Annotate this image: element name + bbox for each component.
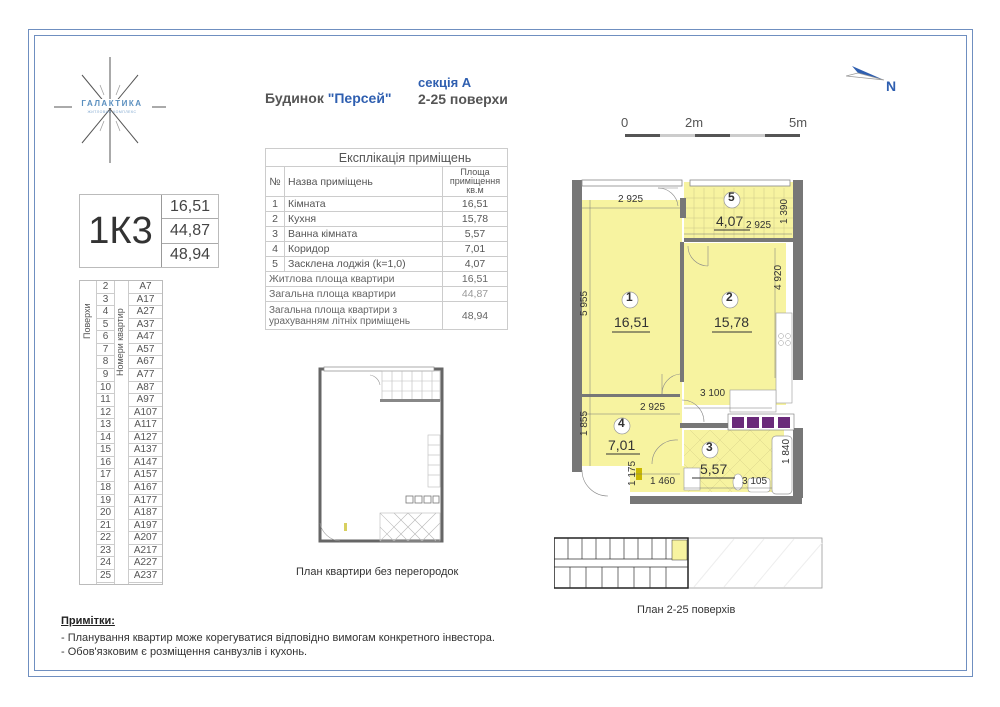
plan-no-partitions-label: План квартири без перегородок — [296, 566, 459, 578]
col-num-header: № — [266, 167, 285, 197]
north-arrow-icon — [846, 64, 886, 84]
col-name-header: Назва приміщень — [285, 167, 443, 197]
page-frame-inner — [34, 35, 967, 671]
explication-title: Експлікація приміщень — [266, 149, 508, 167]
dim-loggia-width: 2 925 — [746, 220, 772, 231]
note-item-1: - Планування квартир може корегуватися відповідно вимогам конкретного інвестора. — [61, 632, 495, 644]
table-row: 5 Засклена лоджія (k=1,0) 4,07 — [266, 257, 508, 272]
total-row-total: Загальна площа квартири 44,87 — [266, 287, 508, 302]
apartment-numbers-header: Номери квартир — [115, 308, 125, 376]
notes-title: Примітки: — [61, 615, 115, 627]
floors-header: Поверхи — [82, 303, 92, 339]
section-label: секція А — [418, 75, 472, 90]
north-label: N — [886, 78, 897, 94]
dim-corridor-width: 2 925 — [640, 402, 666, 413]
total-row-living: Житлова площа квартири 16,51 — [266, 272, 508, 287]
galaktika-logo — [52, 55, 172, 165]
col-area-header: Площа приміщення кв.м — [443, 167, 508, 197]
dim-bath-height: 1 840 — [781, 438, 793, 465]
dim-entry-height: 1 175 — [627, 460, 639, 487]
room-1-number: 1 — [626, 290, 633, 304]
building-title — [265, 90, 392, 106]
total-area-value: 44,87 — [162, 219, 218, 243]
plan-without-partitions — [316, 365, 446, 545]
apartment-numbers-column: A7 A17 A27 A37 A47 A57 A67 A77 A87 A97 A107 A117 A127 A137 A147 A157 A167 A177 A187 A197 A207 A217 A227 A237 — [129, 281, 162, 583]
building-prefix: Будинок — [265, 90, 324, 106]
floor-numbers-column: 2 3 4 5 6 7 8 9 10 11 12 13 14 15 16 17 18 19 20 21 22 23 24 25 — [97, 281, 114, 583]
room-1-area: 16,51 — [614, 314, 650, 330]
logo-subtitle: ЖИТЛОВИЙ КОМПЛЕКС — [87, 110, 137, 114]
total-area-summer-value: 48,94 — [169, 246, 211, 264]
floor-key-plan — [554, 537, 824, 589]
table-row: 3 Ванна кімната 5,57 — [266, 227, 508, 242]
table-row: 1 Кімната 16,51 — [266, 197, 508, 212]
room-3-number: 3 — [706, 440, 713, 454]
apartment-floor-plan — [570, 178, 805, 510]
room-4-number: 4 — [618, 416, 625, 430]
dim-room1-width: 2 925 — [618, 194, 644, 205]
room-5-number: 5 — [728, 190, 735, 204]
dim-kitchen-width: 3 100 — [700, 388, 726, 399]
living-area-value: 16,51 — [162, 195, 218, 219]
apartment-code: 1К3 — [80, 195, 162, 267]
logo-name: ГАЛАКТИКА — [72, 99, 152, 108]
scale-label-5m: 5m — [789, 115, 808, 130]
room-2-area: 15,78 — [714, 314, 750, 330]
building-name: "Персей" — [327, 90, 392, 106]
table-row: 2 Кухня 15,78 — [266, 212, 508, 227]
scale-label-2m: 2m — [685, 115, 704, 130]
table-row: 4 Коридор 7,01 — [266, 242, 508, 257]
scale-label-0: 0 — [621, 115, 629, 130]
plan-floors-label: План 2-25 поверхів — [637, 604, 736, 616]
room-2-number: 2 — [726, 290, 733, 304]
room-5-area: 4,07 — [716, 213, 744, 229]
scale-bar — [625, 134, 800, 138]
dim-kitchen-height: 4 920 — [773, 264, 785, 291]
total-row-summer: Загальна площа квартири з урахуванням літніх приміщень 48,94 — [266, 302, 508, 330]
floors-label: 2-25 поверхи — [418, 91, 508, 107]
dim-room1-height: 5 955 — [579, 290, 591, 317]
room-4-area: 7,01 — [608, 437, 636, 453]
dim-bath-width: 3 105 — [742, 476, 768, 487]
dim-corridor-height: 1 855 — [579, 410, 591, 437]
dim-loggia-depth: 1 390 — [779, 198, 791, 225]
north-compass — [846, 64, 906, 98]
note-item-2: - Обов'язковим є розміщення санвузлів і кухонь. — [61, 646, 308, 658]
apartment-code-box — [79, 194, 219, 268]
explication-table — [265, 148, 508, 330]
floors-apartments-table — [79, 280, 163, 585]
dim-entry-width: 1 460 — [650, 476, 676, 487]
room-3-area: 5,57 — [700, 461, 728, 477]
